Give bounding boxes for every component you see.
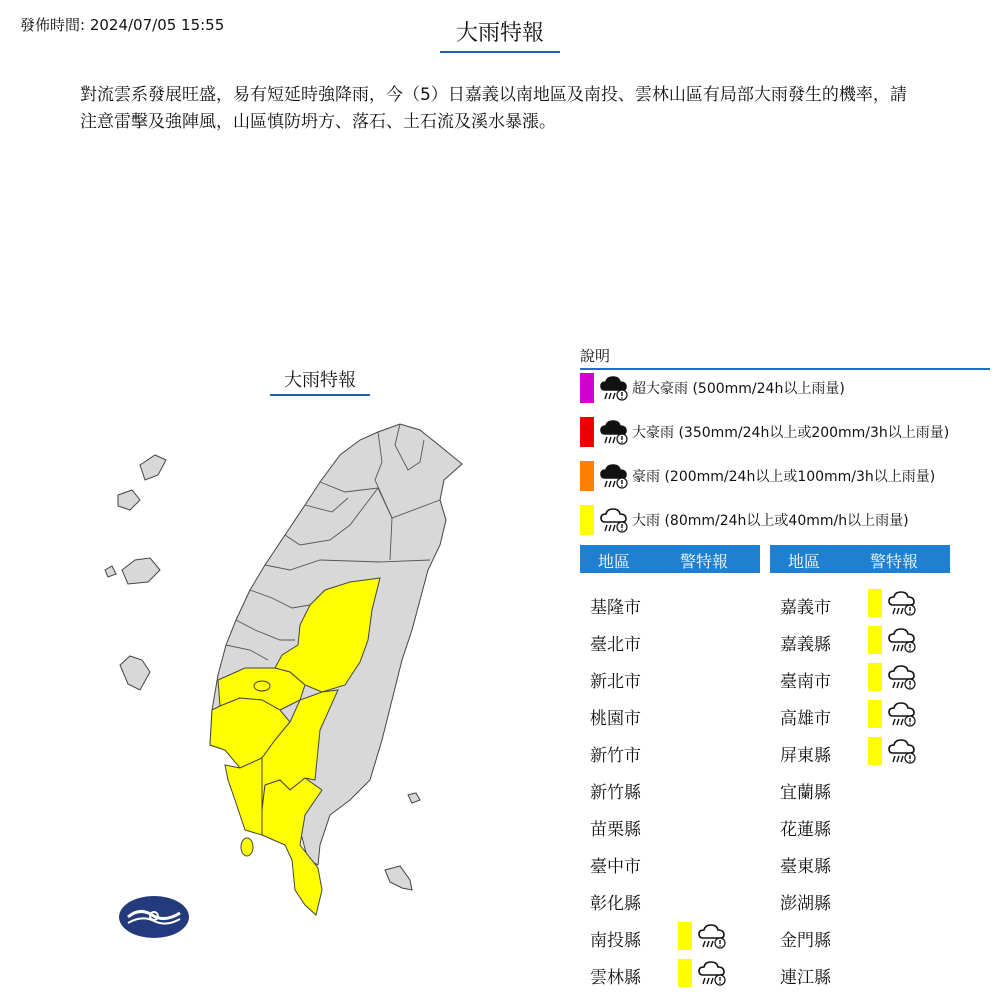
legend-title: 說明 — [580, 345, 990, 370]
region-name: 基隆市 — [590, 598, 641, 618]
penghu-islands — [105, 455, 166, 690]
warning-swatch — [868, 626, 882, 654]
warning-swatch — [868, 663, 882, 691]
thunder-rain-icon — [598, 372, 630, 404]
rain-icon — [886, 698, 918, 730]
region-name: 連江縣 — [780, 968, 831, 988]
rain-icon — [886, 661, 918, 693]
table-header-right — [770, 545, 950, 573]
region-name: 雲林縣 — [590, 968, 641, 988]
region-name: 新竹縣 — [590, 783, 641, 803]
header-warning: 警特報 — [870, 552, 919, 571]
rain-icon — [598, 504, 630, 536]
region-name: 臺中市 — [590, 857, 641, 877]
region-name: 南投縣 — [590, 931, 641, 951]
rain-icon — [886, 587, 918, 619]
green-island — [385, 866, 412, 890]
region-name: 新竹市 — [590, 746, 641, 766]
warning-swatch — [678, 922, 692, 950]
legend-item — [580, 416, 949, 448]
tainan-city — [225, 758, 262, 835]
legend-label: 大雨 (80mm/24h以上或40mm/h以上雨量) — [632, 513, 909, 529]
region-name: 新北市 — [590, 672, 641, 692]
rain-icon — [886, 735, 918, 767]
region-name: 彰化縣 — [590, 894, 641, 914]
region-name: 宜蘭縣 — [780, 783, 831, 803]
page-title: 大雨特報 — [440, 16, 560, 53]
legend-label: 豪雨 (200mm/24h以上或100mm/3h以上雨量) — [632, 469, 936, 485]
region-name: 臺北市 — [590, 635, 641, 655]
warning-swatch — [868, 589, 882, 617]
region-name: 高雄市 — [780, 709, 831, 729]
region-name: 花蓮縣 — [780, 820, 831, 840]
region-name: 澎湖縣 — [780, 894, 831, 914]
region-name: 臺南市 — [780, 672, 831, 692]
region-name: 桃園市 — [590, 709, 641, 729]
region-name: 嘉義縣 — [780, 635, 831, 655]
warning-swatch — [868, 737, 882, 765]
legend-swatch — [580, 505, 594, 535]
legend-swatch — [580, 373, 594, 403]
warning-description: 對流雲系發展旺盛，易有短延時強降雨，今（5）日嘉義以南地區及南投、雲林山區有局部大雨發生的機率，請注意雷擊及強陣風，山區慎防坍方、落石、土石流及溪水暴漲。 — [80, 85, 907, 132]
legend-item — [580, 504, 909, 536]
region-name: 金門縣 — [780, 931, 831, 951]
region-name: 臺東縣 — [780, 857, 831, 877]
legend-label: 大豪雨 (350mm/24h以上或200mm/3h以上雨量) — [632, 425, 950, 441]
taiwan-map — [100, 390, 470, 930]
map-title: 大雨特報 — [270, 366, 370, 396]
legend-item — [580, 372, 845, 404]
header-region: 地區 — [788, 552, 821, 571]
legend-swatch — [580, 417, 594, 447]
header-region: 地區 — [598, 552, 631, 571]
thunder-rain-icon — [598, 460, 630, 492]
legend-label: 超大豪雨 (500mm/24h以上雨量) — [632, 381, 845, 397]
region-name: 苗栗縣 — [590, 820, 641, 840]
legend-item — [580, 460, 935, 492]
legend-swatch — [580, 461, 594, 491]
rain-icon — [696, 957, 728, 989]
thunder-rain-icon — [598, 416, 630, 448]
region-name: 嘉義市 — [780, 598, 831, 618]
chiayi-city — [254, 681, 270, 691]
warning-swatch — [678, 959, 692, 987]
rain-icon — [886, 624, 918, 656]
rain-icon — [696, 920, 728, 952]
header-warning: 警特報 — [680, 552, 729, 571]
orchid-island — [408, 793, 420, 803]
table-header-left — [580, 545, 760, 573]
liuqiu-island — [241, 838, 253, 856]
publish-time: 發佈時間: 2024/07/05 15:55 — [20, 16, 225, 34]
cwa-logo-icon — [118, 895, 190, 939]
warning-swatch — [868, 700, 882, 728]
region-name: 屏東縣 — [780, 746, 831, 766]
